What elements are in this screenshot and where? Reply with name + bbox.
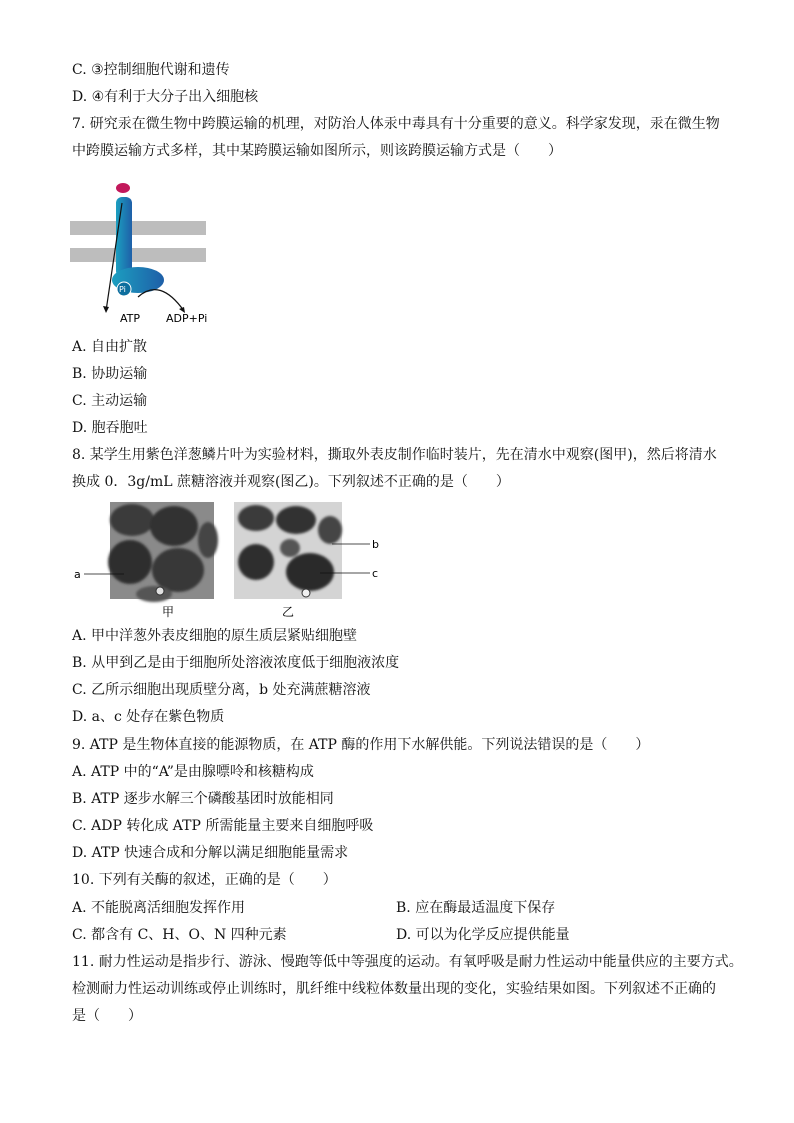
option-q7b: B. 协助运输	[72, 366, 148, 382]
option-q8b: B. 从甲到乙是由于细胞所处溶液浓度低于细胞液浓度	[72, 655, 400, 671]
membrane-lower-layer	[70, 248, 206, 262]
line-q10: 10. 下列有关酶的叙述，正确的是（ ）	[72, 872, 337, 888]
line-q6d: D. ④有利于大分子出入细胞核	[72, 89, 259, 105]
option-q9d: D. ATP 快速合成和分解以满足细胞能量需求	[72, 845, 349, 861]
phosphate-label: Pi	[119, 285, 126, 294]
line-q11-3: 是（ ）	[72, 1008, 142, 1024]
option-q7d: D. 胞吞胞吐	[72, 420, 148, 436]
option-q8c: C. 乙所示细胞出现质壁分离，b 处充满蔗糖溶液	[72, 682, 371, 698]
line-q11-1: 11. 耐力性运动是指步行、游泳、慢跑等低中等强度的运动。有氧呼吸是耐力性运动中能量供应的主要方式。	[72, 954, 743, 970]
mercury-molecule	[116, 183, 130, 193]
line-q11-2: 检测耐力性运动训练或停止训练时，肌纤维中线粒体数量出现的变化，实验结果如图。下列叙述不正确的	[72, 981, 716, 997]
option-q9b: B. ATP 逐步水解三个磷酸基团时放能相同	[72, 791, 334, 807]
micrograph-yi	[234, 502, 342, 599]
option-q7c: C. 主动运输	[72, 393, 148, 409]
atp-label: ATP	[120, 312, 141, 325]
option-q8a: A. 甲中洋葱外表皮细胞的原生质层紧贴细胞壁	[72, 628, 358, 644]
figure-onion-cells	[70, 500, 390, 622]
option-q10b: B. 应在酶最适温度下保存	[396, 900, 556, 916]
line-q7-1: 7. 研究汞在微生物中跨膜运输的机理，对防治人体汞中毒具有十分重要的意义。科学家发现，汞在微生物	[72, 116, 720, 132]
atp-hydrolysis-arrow	[138, 290, 184, 311]
line-q9: 9. ATP 是生物体直接的能源物质，在 ATP 酶的作用下水解供能。下列说法错误的是（ ）	[72, 737, 650, 753]
line-q8-2: 换成 0．3g/mL 蔗糖溶液并观察(图乙)。下列叙述不正确的是（ ）	[72, 474, 510, 490]
option-q8d: D. a、c 处存在紫色物质	[72, 709, 225, 725]
label-yi: 乙	[282, 605, 295, 619]
option-q7a: A. 自由扩散	[72, 339, 148, 355]
adp-pi-label: ADP+Pi	[166, 312, 208, 325]
line-q6c: C. ③控制细胞代谢和遗传	[72, 62, 230, 78]
line-q8-1: 8. 某学生用紫色洋葱鳞片叶为实验材料，撕取外表皮制作临时装片，先在清水中观察(图甲)，然后将清水	[72, 447, 717, 463]
option-q10d: D. 可以为化学反应提供能量	[396, 927, 570, 943]
option-q10c: C. 都含有 C、H、O、N 四种元素	[72, 927, 287, 943]
label-jia: 甲	[162, 605, 175, 619]
option-q9a: A. ATP 中的“A”是由腺嘌呤和核糖构成	[72, 764, 314, 780]
label-a: a	[74, 568, 81, 581]
line-q7-2: 中跨膜运输方式多样，其中某跨膜运输如图所示，则该跨膜运输方式是（ ）	[72, 143, 562, 159]
membrane-upper-layer	[70, 221, 206, 235]
carrier-protein-channel	[116, 197, 132, 277]
figure-membrane-transport	[70, 175, 210, 330]
option-q9c: C. ADP 转化成 ATP 所需能量主要来自细胞呼吸	[72, 818, 374, 834]
micrograph-jia	[108, 502, 218, 602]
label-c: c	[372, 567, 379, 580]
option-q10a: A. 不能脱离活细胞发挥作用	[72, 900, 246, 916]
label-b: b	[372, 538, 379, 551]
